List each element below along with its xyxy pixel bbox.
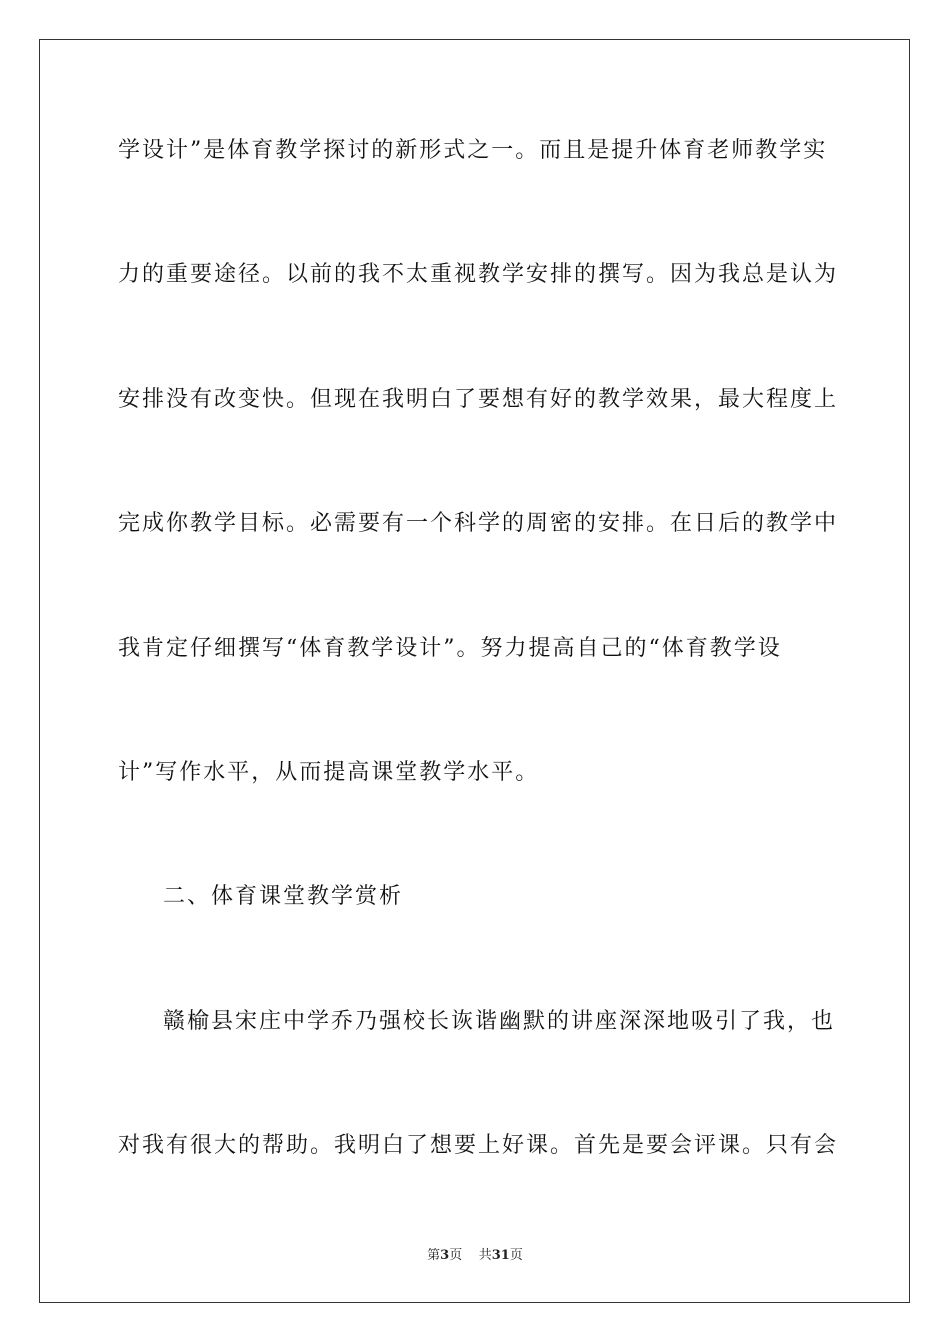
body-text-line-7: 赣榆县宋庄中学乔乃强校长诙谐幽默的讲座深深地吸引了我，也	[163, 1009, 836, 1034]
page-number: 3	[440, 1248, 450, 1263]
body-text-line-6: 计”写作水平，从而提高课堂教学水平。	[118, 760, 540, 785]
section-heading: 二、体育课堂教学赏析	[163, 884, 404, 909]
total-prefix: 共	[478, 1248, 492, 1263]
body-text-line-3: 安排没有改变快。但现在我明白了要想有好的教学效果，最大程度上	[118, 387, 839, 412]
page-footer	[0, 1247, 950, 1265]
page-unit: 页	[449, 1248, 463, 1263]
body-text-line-1: 学设计”是体育教学探讨的新形式之一。而且是提升体育老师教学实	[118, 138, 828, 163]
body-text-line-8: 对我有很大的帮助。我明白了想要上好课。首先是要会评课。只有会	[118, 1133, 839, 1158]
total-unit: 页	[509, 1248, 523, 1263]
page-border	[39, 39, 910, 1303]
total-pages: 31	[491, 1248, 510, 1263]
body-text-line-4: 完成你教学目标。必需要有一个科学的周密的安排。在日后的教学中	[118, 511, 839, 536]
body-text-line-5: 我肯定仔细撰写“体育教学设计”。努力提高自己的“体育教学设	[118, 636, 782, 661]
body-text-line-2: 力的重要途径。以前的我不太重视教学安排的撰写。因为我总是认为	[118, 262, 839, 287]
page-prefix: 第	[427, 1248, 441, 1263]
